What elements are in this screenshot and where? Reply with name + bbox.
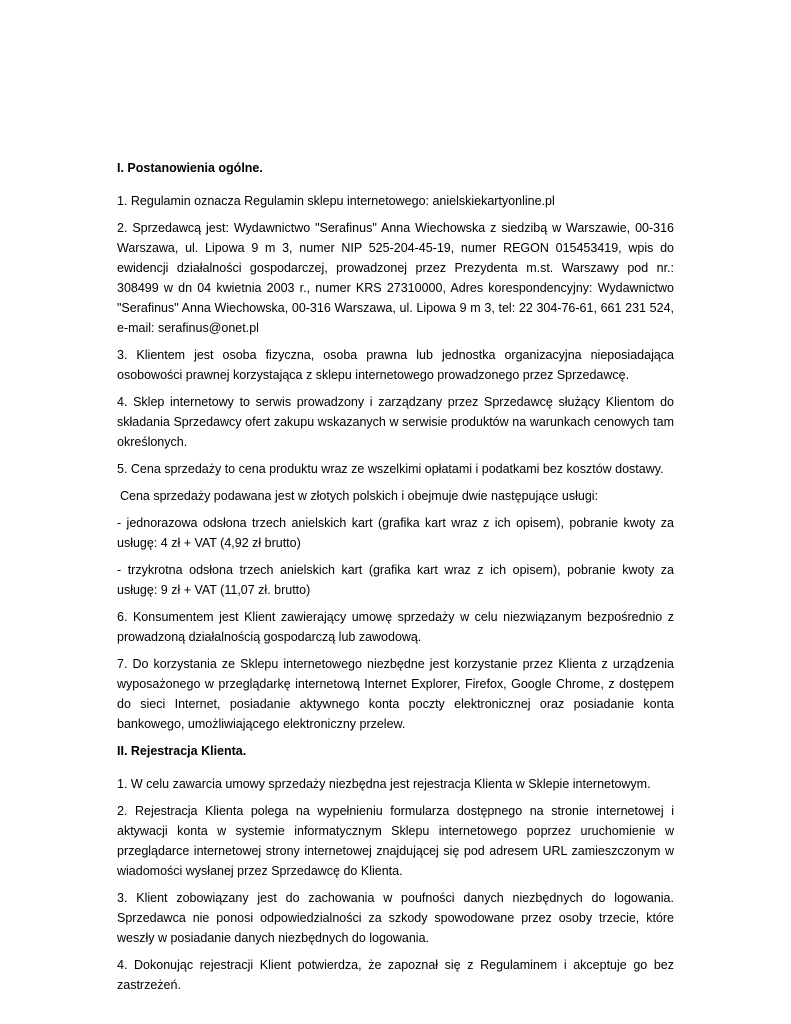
paragraph-2-1: 1. W celu zawarcia umowy sprzedaży niezbędna jest rejestracja Klienta w Sklepie internetowym. <box>117 777 651 791</box>
paragraph-1-5: 5. Cena sprzedaży to cena produktu wraz ze wszelkimi opłatami i podatkami bez kosztów dostawy. <box>117 462 664 476</box>
paragraph-2-4: 4. Dokonując rejestracji Klient potwierdza, że zapoznał się z Regulaminem i akceptuje go bez zastrzeżeń. <box>117 958 674 992</box>
paragraph-2-3: 3. Klient zobowiązany jest do zachowania w poufności danych niezbędnych do logowania. Sprzedawca nie ponosi odpowiedzialności za szkody spowodowane przez osoby trzecie, które weszły w posiadanie danych niezbędnych do logowania. <box>117 891 674 945</box>
paragraph-1-5-service-triple: - trzykrotna odsłona trzech anielskich kart (grafika kart wraz z ich opisem), pobranie kwoty za usługę: 9 zł + VAT (11,07 zł. brutto) <box>117 563 674 597</box>
paragraph-1-5-service-single: - jednorazowa odsłona trzech anielskich kart (grafika kart wraz z ich opisem), pobranie kwoty za usługę: 4 zł + VAT (4,92 zł brutto) <box>117 516 674 550</box>
section-2-heading: II. Rejestracja Klienta. <box>117 744 247 758</box>
section-1-heading: I. Postanowienia ogólne. <box>117 161 263 175</box>
paragraph-1-4: 4. Sklep internetowy to serwis prowadzony i zarządzany przez Sprzedawcę służący Klientom do składania Sprzedawcy ofert zakupu wskazanych w serwisie produktów na warunkach cenowych tam określonych. <box>117 395 674 449</box>
paragraph-1-7: 7. Do korzystania ze Sklepu internetowego niezbędne jest korzystanie przez Klienta z urządzenia wyposażonego w przeglądarkę internetową Internet Explorer, Firefox, Google Chrome, z dostępem do sieci Internet, posiadanie aktywnego konta poczty elektronicznej oraz posiadanie konta bankowego, umożliwiającego elektroniczny przelew. <box>117 657 674 731</box>
paragraph-1-6: 6. Konsumentem jest Klient zawierający umowę sprzedaży w celu niezwiązanym bezpośrednio z prowadzoną działalnością gospodarczą lub zawodową. <box>117 610 674 644</box>
paragraph-1-2: 2. Sprzedawcą jest: Wydawnictwo "Serafinus" Anna Wiechowska z siedzibą w Warszawie, 00-316 Warszawa, ul. Lipowa 9 m 3, numer NIP 525-204-45-19, numer REGON 015453419, wpis do ewidencji działalności gospodarczej, prowadzonej przez Prezydenta m.st. Warszawy pod nr.: 308499 w dn 04 kwietnia 2003 r., numer KRS 27310000, Adres korespondencyjny: Wydawnictwo "Serafinus" Anna Wiechowska, 00-316 Warszawa, ul. Lipowa 9 m 3, tel: 22 304-76-61, 661 231 524, e-mail: serafinus@onet.pl <box>117 221 674 335</box>
paragraph-1-3: 3. Klientem jest osoba fizyczna, osoba prawna lub jednostka organizacyjna nieposiadająca osobowości prawnej korzystająca z sklepu internetowego prowadzonego przez Sprzedawcę. <box>117 348 674 382</box>
paragraph-1-1: 1. Regulamin oznacza Regulamin sklepu internetowego: anielskiekartyonline.pl <box>117 194 555 208</box>
paragraph-1-5-price-note: Cena sprzedaży podawana jest w złotych polskich i obejmuje dwie następujące usługi: <box>120 489 599 503</box>
paragraph-2-2: 2. Rejestracja Klienta polega na wypełnieniu formularza dostępnego na stronie internetowej i aktywacji konta w systemie informatycznym Sklepu internetowego poprzez uruchomienie w przeglądarce internetowej strony internetowej znajdującej się pod adresem URL zamieszczonym w wiadomości wysłanej przez Sprzedawcę do Klienta. <box>117 804 674 878</box>
